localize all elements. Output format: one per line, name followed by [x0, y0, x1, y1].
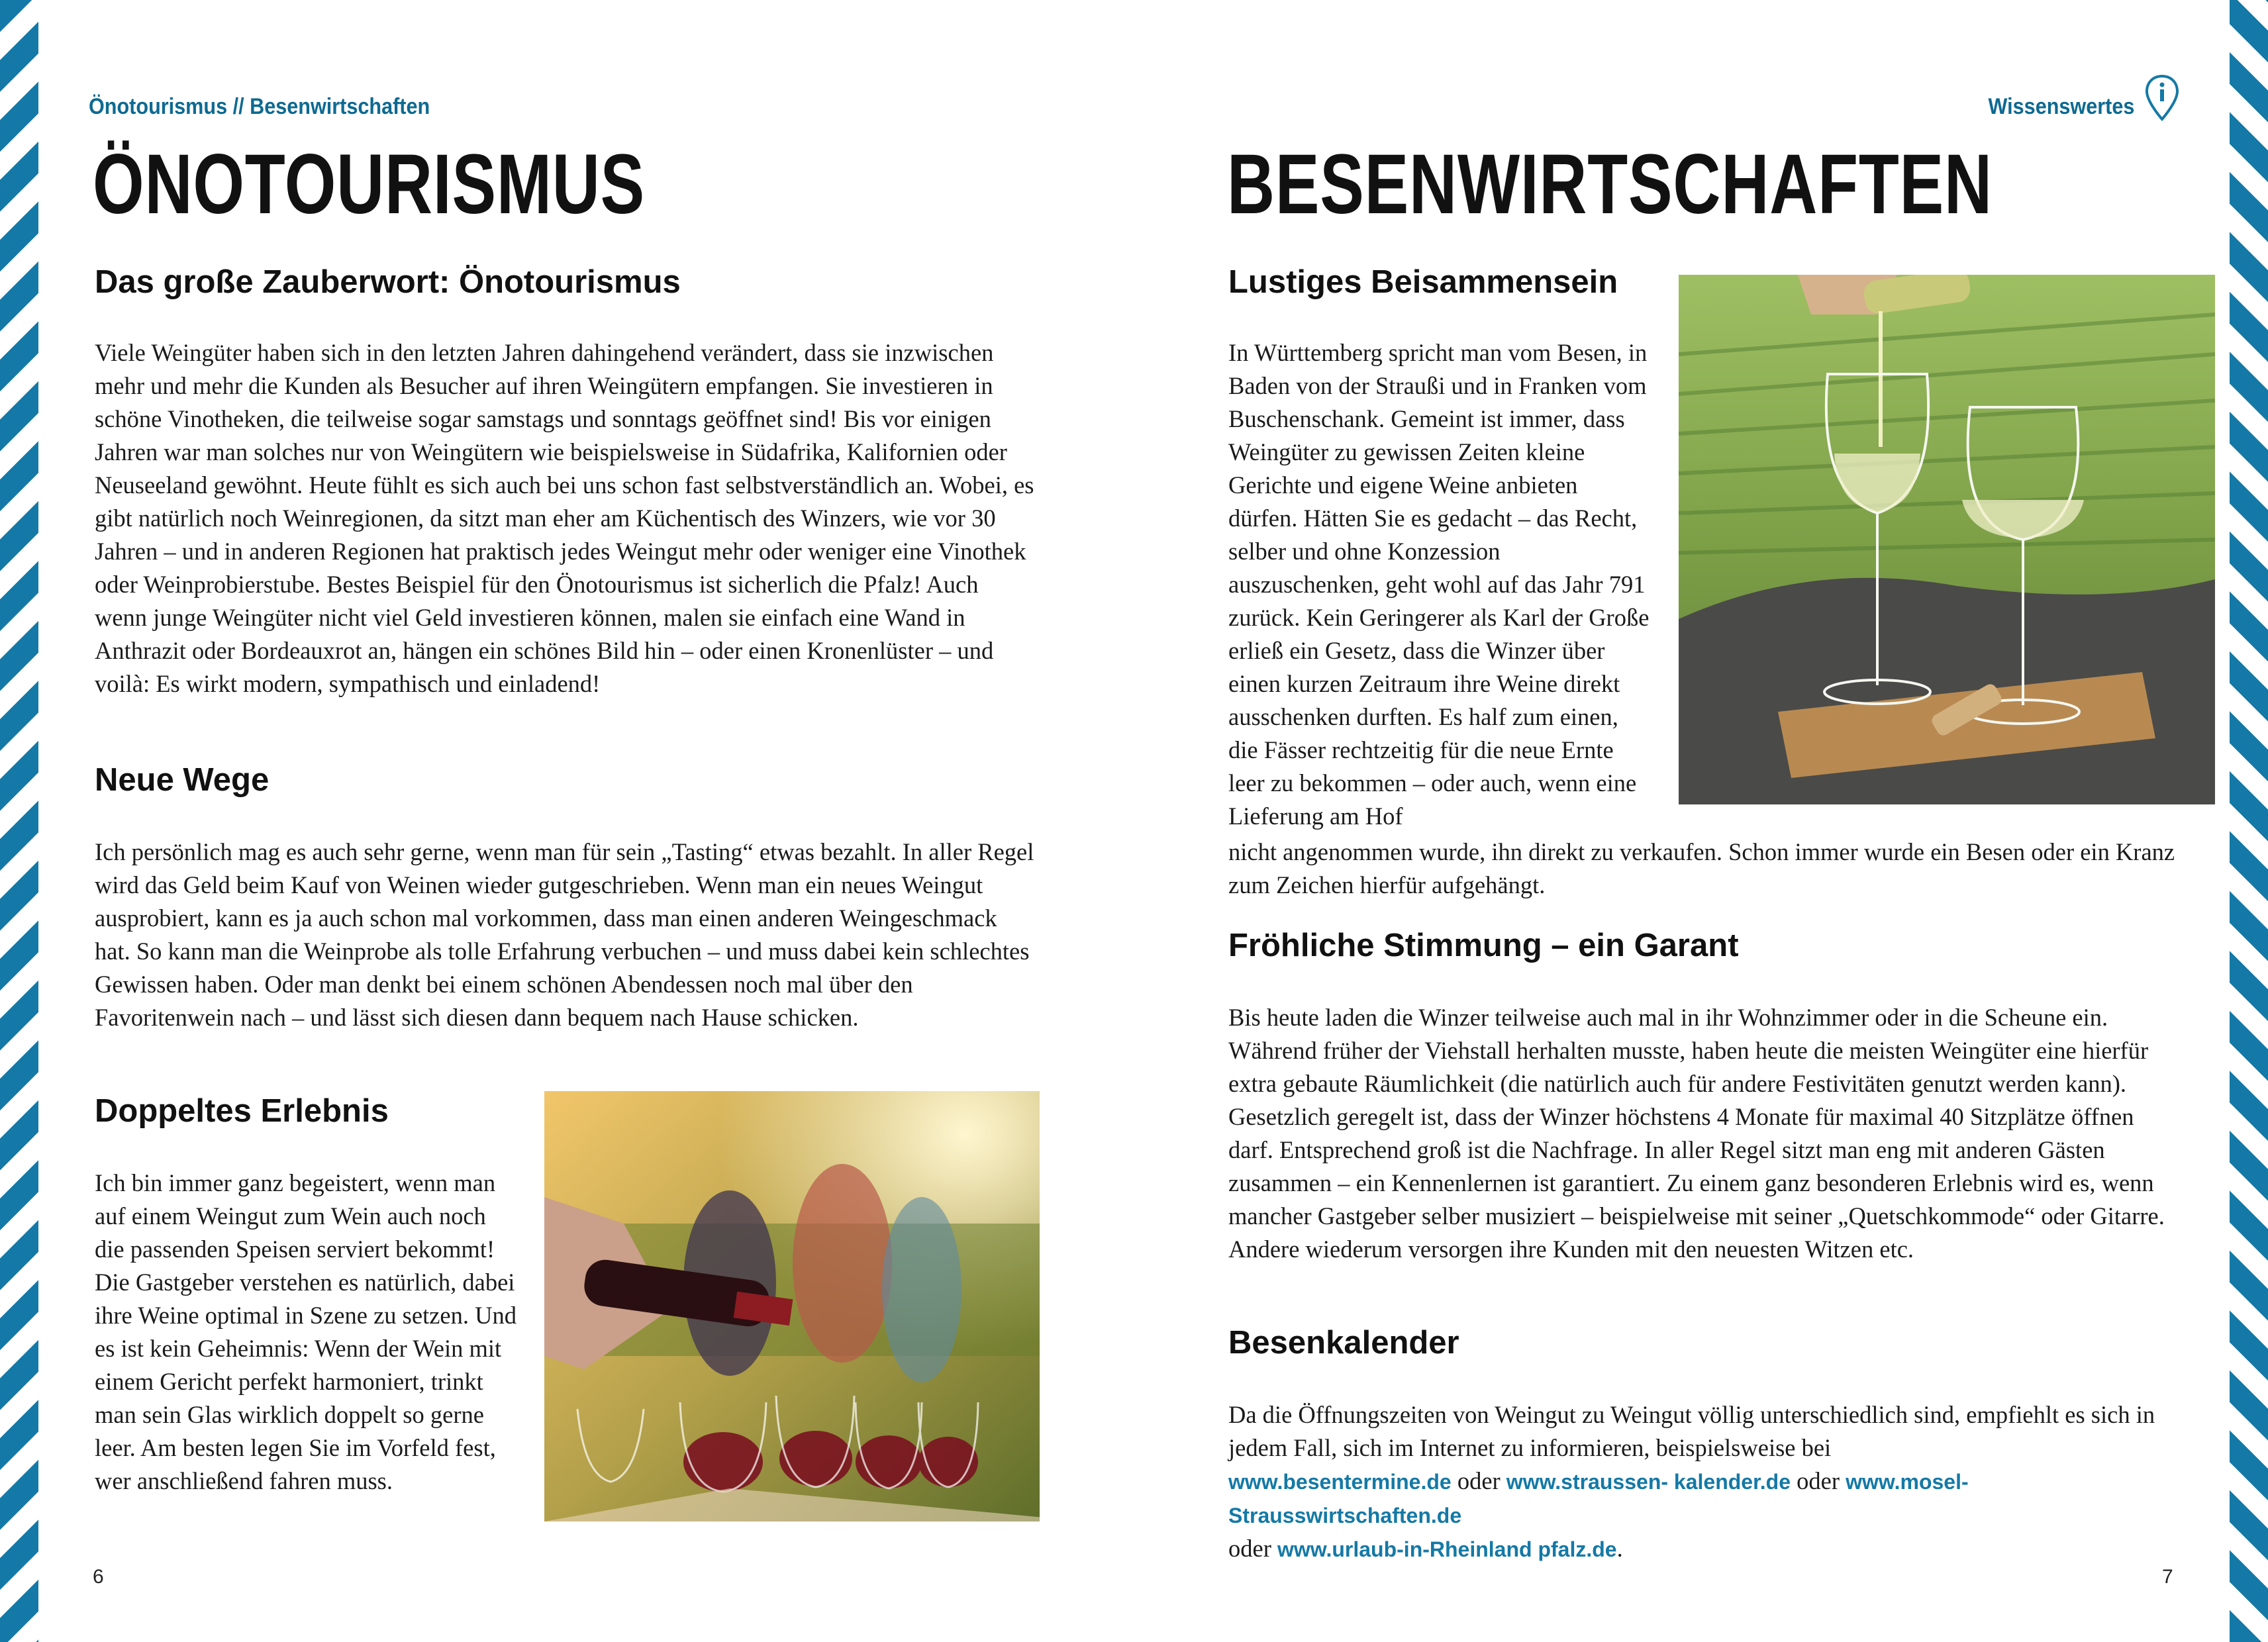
section-heading-neue-wege: Neue Wege — [95, 762, 270, 798]
sentence-end: . — [1616, 1535, 1623, 1562]
besenkalender-intro: Da die Öffnungszeiten von Weingut zu Weingut völlig unterschiedlich sind, empfiehlt es sich in jedem Fall, sich im Internet zu informieren, beispielsweise bei — [1228, 1401, 2155, 1461]
section-text-froehliche-stimmung: Bis heute laden die Winzer teilweise auch mal in ihr Wohnzimmer oder in die Scheune ein. Während früher der Viehstall herhalten musste, haben heute die meisten Weingüter eine hierfür extra gebaute Räumlichkeit (die natürlich auch für andere Festivitäten genutzt werden kann). Gesetzlich geregelt ist, dass der Winzer höchstens 4 Monate für maximal 40 Sitzplätze öffnen darf. Entsprechend groß ist die Nachfrage. In aller Regel sitzt man eng mit anderen Gästen zusammen – ein Kennenlernen ist garantiert. Zu einem ganz besonderen Erlebnis wird es, wenn mancher Gastgeber selber musiziert – beispielweise mit seiner „Quetschkommode“ oder Gitarre. Andere wiederum versorgen ihre Kunden mit den neuesten Witzen etc. — [1228, 1004, 2165, 1263]
page-number-left: 6 — [93, 1566, 104, 1588]
page-number-right: 7 — [2162, 1566, 2173, 1588]
section-text-onotourismus: Viele Weingüter haben sich in den letzten Jahren dahingehend verändert, dass sie inzwischen mehr und mehr die Kunden als Besucher auf ihren Weingütern empfangen. Sie investieren in schöne Vinotheken, die teilweise sogar samstags und sonntags geöffnet sind! Bis vor einigen Jahren war man solches nur von Weingütern wie beispielsweise in Südafrika, Kalifornien oder Neuseeland gewöhnt. Heute fühlt es sich auch bei uns schon fast selbstverständlich an. Wobei, es gibt natürlich noch Weinregionen, da sitzt man eher am Küchentisch des Winzers, wie vor 30 Jahren – und in anderen Regionen hat praktisch jedes Weingut mehr oder weniger eine Vinothek oder Weinprobierstube. Bestes Beispiel für den Önotourismus ist sicherlich die Pfalz! Auch wenn junge Weingüter nicht viel Geld investieren können, malen sie einfach eine Wand in Anthrazit oder Bordeauxrot an, hängen ein schönes Bild hin – oder einen Kronenlüster – und voilà: Es wirkt modern, sympathisch und einladend! — [95, 339, 1034, 697]
section-heading-doppeltes-erlebnis: Doppeltes Erlebnis — [95, 1093, 389, 1129]
right-stripe-border — [2230, 0, 2268, 1642]
wine-tasting-photo — [544, 1091, 1040, 1521]
info-pin-icon — [2145, 74, 2179, 122]
left-stripe-border — [0, 0, 38, 1642]
page-title-left: ÖNOTOURISMUS — [93, 137, 646, 232]
section-text-lustiges-beisammensein-cont: nicht angenommen wurde, ihn direkt zu verkaufen. Schon immer wurde ein Besen oder ein Kranz zum Zeichen hierfür aufgehängt. — [1228, 838, 2175, 898]
link-separator: oder — [1451, 1467, 1506, 1494]
section-heading-lustiges-beisammensein: Lustiges Beisammensein — [1228, 264, 1618, 300]
link-straussen-kalender[interactable]: www.straussen- kalender.de — [1506, 1470, 1791, 1494]
link-separator: oder — [1791, 1467, 1846, 1494]
section-heading-besenkalender: Besenkalender — [1228, 1325, 1459, 1361]
section-text-lustiges-beisammensein: In Württemberg spricht man vom Besen, in Baden von der Straußi und in Franken vom Buschenschank. Gemeint ist immer, dass Weingüter zu gewissen Zeiten kleine Gerichte und eigene Weine anbieten dürfen. Hätten Sie es gedacht – das Recht, selber und ohne Konzession auszuschenken, geht wohl auf das Jahr 791 zurück. Kein Geringerer als Karl der Große erließ ein Gesetz, dass die Winzer über einen kurzen Zeitraum ihre Weine direkt ausschenken durften. Es half zum einen, die Fässer rechtzeitig für die neue Ernte leer zu bekommen – oder auch, wenn eine Lieferung am Hof — [1228, 339, 1650, 830]
running-head-right: Wissenswertes — [1988, 94, 2134, 119]
section-heading-froehliche-stimmung: Fröhliche Stimmung – ein Garant — [1228, 928, 1739, 963]
section-heading-onotourismus: Das große Zauberwort: Önotourismus — [95, 264, 681, 300]
section-text-neue-wege: Ich persönlich mag es auch sehr gerne, wenn man für sein „Tasting“ etwas bezahlt. In aller Regel wird das Geld beim Kauf von Weinen wieder gutgeschrieben. Wenn man ein neues Weingut ausprobiert, kann es ja auch schon mal vorkommen, dass man einen anderen Weingeschmack hat. So kann man die Weinprobe als tolle Erfahrung verbuchen – und muss dabei kein schlechtes Gewissen haben. Oder man denkt bei einem schönen Abendessen noch mal über den Favoritenwein nach – und lässt sich diesen dann bequem nach Hause schicken. — [95, 838, 1034, 1031]
link-besentermine[interactable]: www.besentermine.de — [1228, 1470, 1452, 1494]
link-mosel-strausswirtschaften[interactable]: www.mosel-Strausswirtschaften.de — [1228, 1470, 1969, 1527]
link-urlaub-in-rheinland-pfalz[interactable]: www.urlaub-in-Rheinland pfalz.de — [1277, 1537, 1617, 1561]
section-text-doppeltes-erlebnis: Ich bin immer ganz begeistert, wenn man auf einem Weingut zum Wein auch noch die passenden Speisen serviert bekommt! Die Gastgeber verstehen es natürlich, dabei ihre Weine optimal in Szene zu setzen. Und es ist kein Geheimnis: Wenn der Wein mit einem Gericht perfekt harmoniert, trinkt man sein Glas wirklich doppelt so gerne leer. Am besten legen Sie im Vorfeld fest, wer anschließend fahren muss. — [95, 1169, 517, 1494]
link-separator: oder — [1228, 1535, 1277, 1562]
section-text-besenkalender — [1228, 1398, 2175, 1566]
white-wine-photo — [1679, 275, 2215, 804]
page-title-right: BESENWIRTSCHAFTEN — [1227, 137, 1993, 232]
running-head-left: Önotourismus // Besenwirtschaften — [89, 94, 430, 119]
